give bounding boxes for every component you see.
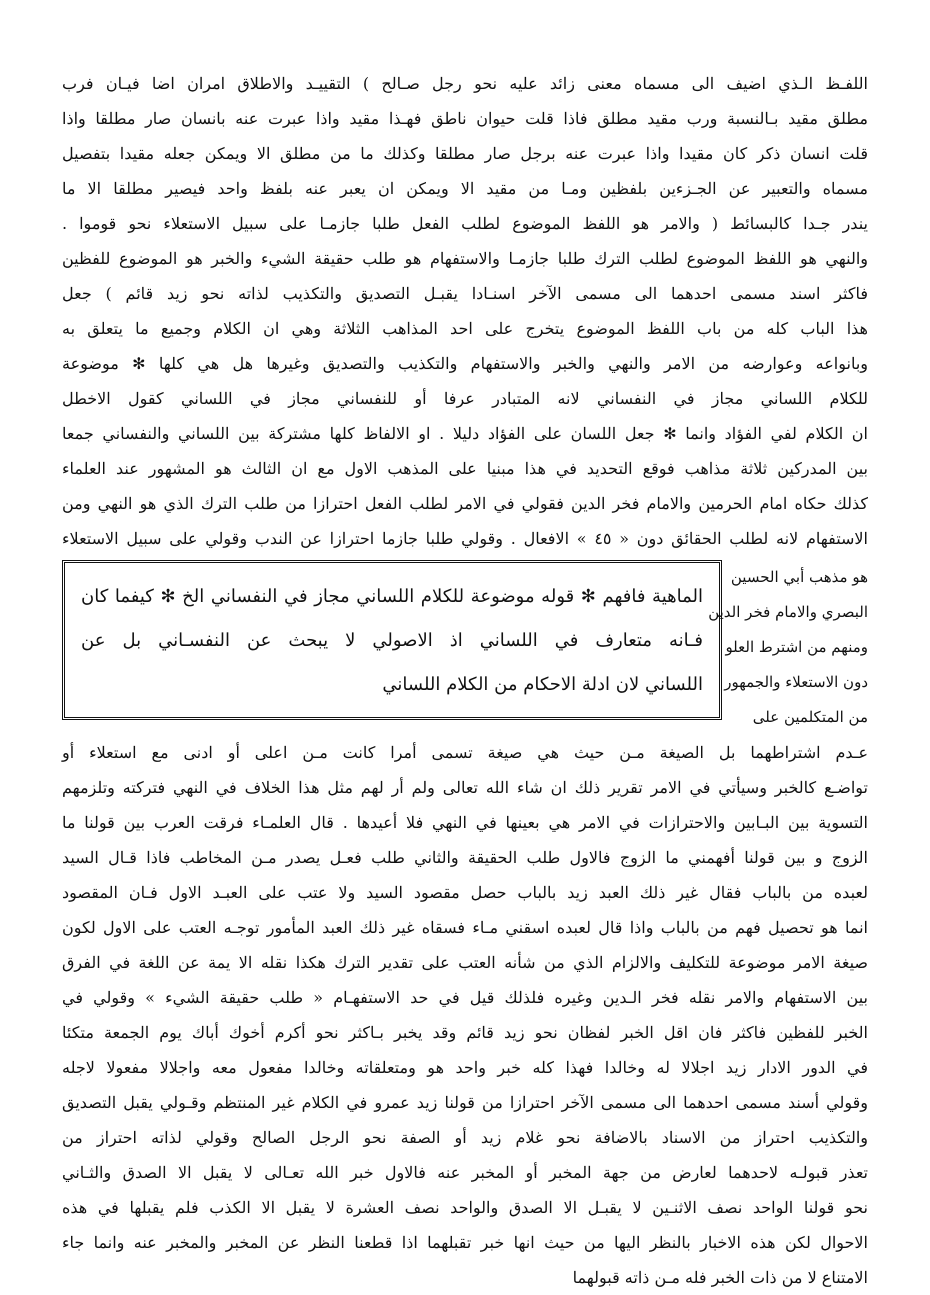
page — [62, 66, 869, 1287]
text-line-with-page-number: الاستفهام لانه لطلب الحقائق دون « ٤٥ » الافعال . وقولي طلبا جازما احترازا عن الندب وقولي على سبيل الاستعلاء — [62, 529, 869, 548]
text-line: عـدم اشتراطهما بل الصيغة مـن حيث هي صيغة تسمى أمرا كانت مـن اعلى أو ادنى مع استعلاء أو — [62, 743, 868, 762]
side-text-line: ومنهم من اشترط العلو — [725, 638, 868, 656]
side-text-line: هو مذهب أبي الحسين — [730, 568, 868, 586]
text-line: تواضـع كالخبر وسيأتي في الامر تقرير ذلك ان شاء الله تعالى ولم أر لهم مثل هذا الخلاف في النهي فتركته وتلزمهم — [62, 778, 868, 797]
side-column — [708, 560, 868, 735]
text-line: هذا الباب كله من باب اللفظ الموضوع يتخرج على احد المذاهب الثلاثة وهي ان الكلام وجميع ما يتعلق به — [62, 319, 868, 338]
text-line: والتكذيب احتراز من الاسناد بالاضافة نحو غلام زيد أو الصفة نحو الرجل الصالح وقولي لذاته احتراز من — [62, 1128, 868, 1147]
margin-note-line: فـانه متعارف في اللساني اذ الاصولي لا يبحث عن النفسـاني بل عن — [81, 630, 703, 651]
text-line: الزوج و بين قولنا أفهمني ما الزوج فالاول طلب الحقيقة والثاني طلب فعـل يصدر مـن المخاطب فاذا قـال السيد — [62, 848, 868, 867]
text-line: قلت انسان ذكر كان مقيدا واذا عبرت عنه برجل صار مطلقا وكذلك ما من مطلق الا ويمكن جعله مقيدا بتفصيل — [62, 144, 868, 163]
text-line: التسوية بين البـابين والاحترازات في الامر هي بعينها في النهي فلا أعيدها . قال العلمـاء فرقت العرب بين قولنا ما — [62, 813, 869, 832]
text-line: نحو قولنا الواحد نصف الاثنـين لا يقبـل الا الصدق والواحد نصف العشرة لا يقبل الا الكذب فلم يقبلها في هذه — [62, 1198, 868, 1217]
side-text-line: البصري والامام فخر الدين — [708, 603, 868, 621]
text-line: مطلق مقيد بـالنسبة ورب مقيد مطلق فاذا قلت حيوان ناطق فهـذا مقيد واذا عبرت عنه بانسان صار مطلقا واذا — [62, 109, 868, 128]
text-line: الامتناع لا من ذات الخبر فله مـن ذاته قبولهما — [572, 1268, 868, 1287]
text-line: وبانواعه وعوارضه من الامر والنهي والخبر والاستفهام والتكذيب والتصديق وغيرها هل هي كلها ✻ موضوعة — [62, 354, 868, 373]
side-text-line: دون الاستعلاء والجمهور — [724, 673, 868, 691]
text-line: ان الكلام لفي الفؤاد وانما ✻ جعل اللسان على الفؤاد دليلا . او الالفاظ كلها مشتركة بين اللساني والنفساني جمعا — [62, 424, 868, 443]
text-line: وقولي أسند مسمى احدهما الى مسمى الآخر احترازا من قولنا زيد عمرو في الكلام غير المنتظم وقـولي يقبل التصديق — [62, 1093, 868, 1112]
text-line: بين الاستفهام والامر نقله فخر الـدين وغيره فلذلك قيل في حد الاستفهـام « طلب حقيقة الشيء » وقولي في — [62, 988, 868, 1007]
text-line: والنهي هو اللفظ الموضوع لطلب الترك طلبا جازمـا والاستفهام هو طلب حقيقة الشيء والخبر هو الموضوع للفظين — [62, 249, 868, 268]
middle-section — [62, 560, 868, 735]
text-line: فاكثر اسند مسمى احدهما الى مسمى الآخر اسنـادا يقبـل التصديق والتكذيب لذاته نحو زيد قائم ) جعل — [62, 284, 868, 303]
side-text-line: من المتكلمين على — [752, 708, 868, 726]
text-line: مسماه والتعبير عن الجـزءين بلفظين ومـا من مقيد الا ويمكن ان يعبر عنه بلفظ واحد فيصير مطلقا الا ما — [62, 179, 868, 198]
text-line: اللفـظ الـذي اضيف الى مسماه معنى زائد عليه نحو رجل صـالح ) التقييـد والاطلاق امران اضا فيـان فرب — [62, 74, 868, 93]
text-line: انما هو تحصيل فهم من بالباب واذا قال لعبده اسقني مـاء فسقاه غير ذلك العبد المأمور توجـه العتب على الاول لكون — [62, 918, 868, 937]
text-line: للكلام اللساني مجاز في النفساني لانه المتبادر عرفا أو للنفساني مجاز في اللساني كقول الاخطل — [62, 389, 868, 408]
text-line: تعذر قبولـه لاحدهما لعارض من جهة المخبر أو المخبر عنه فالاول خبر الله تعـالى لا يقبل الا الصدق والثـاني — [62, 1163, 868, 1182]
margin-note-line: الماهية فافهم ✻ قوله موضوعة للكلام اللساني مجاز في النفساني الخ ✻ كيفما كان — [81, 586, 703, 607]
text-line: في الدور الادار زيد اجلالا له وخالدا فهذا كله خبر واحد هو ومتعلقاته وخالدا مفعول معه واجلالا مفعولا لاجله — [62, 1058, 868, 1077]
margin-note-box — [62, 560, 722, 720]
text-line: صيغة الامر موضوعة للتكليف والالزام الذي من شأنه العتب على تقدير الترك هكذا نقله الا يمة عن اللغة في الفرق — [62, 953, 868, 972]
text-line: الاحوال لكن هذه الاخبار بالنظر اليها من حيث انها خبر تقبلهما اذا قطعنا النظر عن المخبر والمخبر عنه وانما جاء — [62, 1233, 868, 1252]
text-line: بين المدركين ثلاثة مذاهب فوقع التحديد في هذا مبنيا على المذهب الاول مع ان الثالث هو المشهور عند العلماء — [62, 459, 869, 478]
text-line: كذلك حكاه امام الحرمين والامام فخر الدين فقولي في الامر لطلب الفعل احترازا من طلب الترك الذي هو النهي ومن — [62, 494, 869, 513]
main-text-bottom — [62, 735, 868, 1295]
text-line: الخبر للفظين فاكثر فان اقل الخبر لفظان نحو زيد قائم وقد يخبر بـاكثر نحو أكرم أخوك أباك يوم الجمعة متكئا — [62, 1023, 868, 1042]
text-line: لعبده من بالباب فقال غير ذلك العبد زيد بالباب حصل مقصود السيد ولا عتب على العبـد الاول فـان المقصود — [62, 883, 869, 902]
text-line: يندر جـدا كالبسائط ( والامر هو اللفظ الموضوع لطلب الفعل طلبا جازمـا على سبيل الاستعلاء نحو قوموا . — [62, 214, 868, 233]
margin-note-line: اللساني لان ادلة الاحكام من الكلام اللساني — [382, 674, 703, 695]
main-text-top — [62, 66, 868, 556]
